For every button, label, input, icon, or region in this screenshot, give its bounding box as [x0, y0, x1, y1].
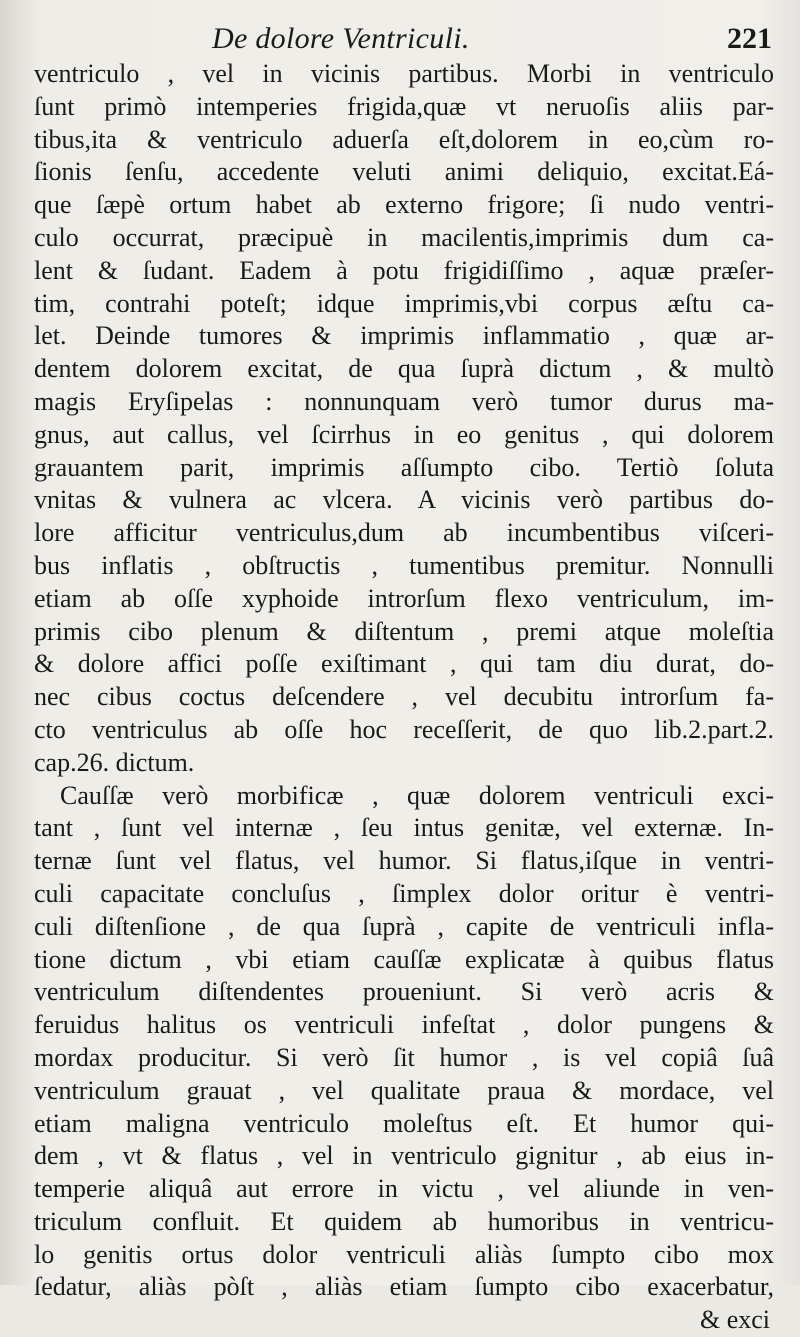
text-line: lore afficitur ventriculus,dum ab incumbentibus viſceri-	[34, 518, 774, 548]
text-line: & dolore affici poſſe exiſtimant , qui tam diu durat, do-	[34, 649, 774, 679]
text-line: lo genitis ortus dolor ventriculi aliàs ſumpto cibo mox	[34, 1239, 774, 1269]
page-header	[40, 18, 784, 58]
text-line: dem , vt & flatus , vel in ventriculo gignitur , ab eius in-	[34, 1141, 774, 1171]
text-line: etiam ab oſſe xyphoide introrſum flexo ventriculum, im-	[34, 583, 774, 613]
text-line: ventriculo , vel in vicinis partibus. Morbi in ventriculo	[34, 59, 774, 88]
text-line: dentem dolorem excitat, de qua ſuprà dictum , & multò	[34, 354, 774, 384]
text-line: triculum confluit. Et quidem ab humoribus in ventricu-	[34, 1206, 774, 1236]
paragraph-end-line: cap.26. dictum.	[34, 747, 195, 777]
text-line: cto ventriculus ab oſſe hoc receſſerit, de quo lib.2.part.2.	[34, 714, 774, 744]
text-line: magis Eryſipelas : nonnunquam verò tumor durus ma-	[34, 386, 774, 416]
text-line: ternæ ſunt vel flatus, vel humor. Si flatus,iſque in ventri-	[34, 846, 774, 876]
body-text	[34, 58, 774, 1337]
text-line: primis cibo plenum & diſtentum , premi atque moleſtia	[34, 616, 774, 646]
text-line: tione dictum , vbi etiam cauſſæ explicatæ à quibus flatus	[34, 944, 774, 974]
text-line: bus inflatis , obſtructis , tumentibus premitur. Nonnulli	[34, 550, 774, 580]
text-line: gnus, aut callus, vel ſcirrhus in eo genitus , qui dolorem	[34, 419, 774, 449]
text-line: culi diſtenſione , de qua ſuprà , capite de ventriculi infla-	[34, 911, 774, 941]
text-line: feruidus halitus os ventriculi infeſtat , dolor pungens &	[34, 1010, 774, 1040]
text-line: tim, contrahi poteſt; idque imprimis,vbi corpus æſtu ca-	[34, 288, 774, 318]
text-line: culi capacitate concluſus , ſimplex dolor oritur è ventri-	[34, 878, 774, 908]
text-line: tant , ſunt vel internæ , ſeu intus genitæ, vel externæ. In-	[34, 813, 774, 843]
text-line: let. Deinde tumores & imprimis inflammatio , quæ ar-	[34, 321, 774, 351]
text-line: culo occurrat, præcipuè in macilentis,imprimis dum ca-	[34, 222, 774, 252]
catchword: & exci	[699, 1305, 770, 1335]
page-number: 221	[727, 22, 772, 55]
text-line: nec cibus coctus deſcendere , vel decubitu introrſum fa-	[34, 682, 774, 712]
text-line: ſunt primò intemperies frigida,quæ vt neruoſis aliis par-	[34, 91, 774, 121]
text-line: mordax producitur. Si verò ſit humor , is vel copiâ ſuâ	[34, 1042, 774, 1072]
text-line: que ſæpè ortum habet ab externo frigore; ſi nudo ventri-	[34, 190, 774, 220]
text-line: ventriculum grauat , vel qualitate praua & mordace, vel	[34, 1075, 774, 1105]
paragraph-start-line: Cauſſæ verò morbificæ , quæ dolorem ventriculi exci-	[60, 780, 774, 810]
text-line: tibus,ita & ventriculo aduerſa eſt,dolorem in eo,cùm ro-	[34, 124, 774, 154]
text-line: grauantem parit, imprimis aſſumpto cibo. Tertiò ſoluta	[34, 452, 774, 482]
text-line: lent & ſudant. Eadem à potu frigidiſſimo , aquæ præſer-	[34, 255, 774, 285]
text-line: etiam maligna ventriculo moleſtus eſt. Et humor qui-	[34, 1108, 774, 1138]
text-line: ſedatur, aliàs pòſt , aliàs etiam ſumpto cibo exacerbatur,	[34, 1272, 774, 1302]
text-line: temperie aliquâ aut errore in victu , vel aliunde in ven-	[34, 1174, 774, 1204]
text-line: ventriculum diſtendentes proueniunt. Si verò acris &	[34, 977, 774, 1007]
text-line: ſionis ſenſu, accedente veluti animi deliquio, excitat.Eá-	[34, 157, 774, 187]
running-head: De dolore Ventriculi.	[212, 22, 470, 55]
text-line: vnitas & vulnera ac vlcera. A vicinis verò partibus do-	[34, 485, 774, 515]
